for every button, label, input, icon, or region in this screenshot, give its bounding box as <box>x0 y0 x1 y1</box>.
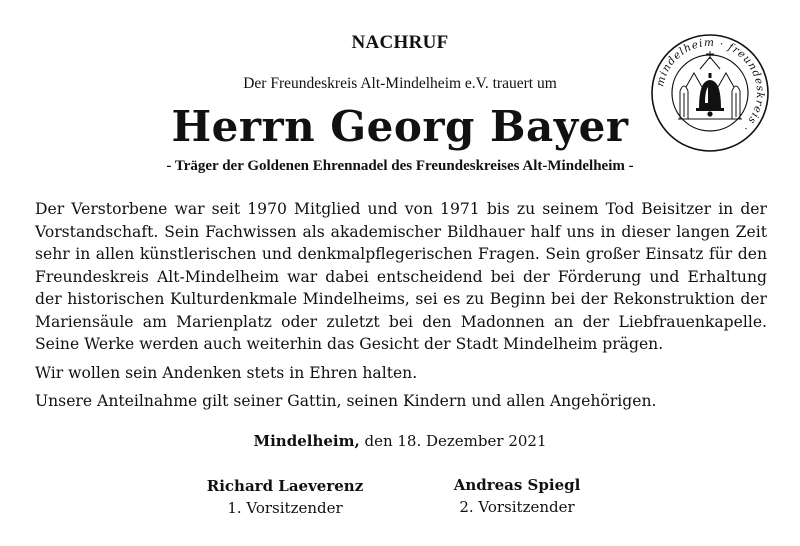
signatory-name: Andreas Spiegl <box>453 476 581 494</box>
deceased-name: Herrn Georg Bayer <box>171 102 629 151</box>
body-paragraph: Der Verstorbene war seit 1970 Mitglied und von 1971 bis zu seinem Tod Beisitzer in der Vorstandschaft. Sein Fachwissen als akademischer Bildhauer half uns in dieser langen Zeit sehr in allen künstlerischen und denkmalpflegerischen Fragen. Sein großer Einsatz für den Freundeskreis Alt-Mindelheim war dabei entscheidend bei der Förderung und Erhaltung der historischen Kulturdenkmale Mindelheims, sei es zu Beginn bei der Rekonstruktion der Mariensäule am Marienplatz oder zuletzt bei den Madonnen an der Liebfrauenkapelle. Seine Werke werden auch weiterhin das Gesicht der Stadt Mindelheim prägen. <box>35 200 767 353</box>
dateline <box>0 432 800 450</box>
bell-seal-icon <box>650 33 770 153</box>
signatory-role: 1. Vorsitzender <box>227 499 343 517</box>
body-paragraph: Unsere Anteilnahme gilt seiner Gattin, seinen Kindern und allen Angehörigen. <box>35 392 657 410</box>
signatory-role: 2. Vorsitzender <box>459 498 575 516</box>
notice-subheading: Der Freundeskreis Alt-Mindelheim e.V. trauert um <box>243 75 557 92</box>
notice-heading: NACHRUF <box>351 32 449 53</box>
body-paragraph: Wir wollen sein Andenken stets in Ehren halten. <box>35 363 418 382</box>
svg-text:mindelheim · freundeskreis ·: mindelheim · freundeskreis · <box>654 36 767 135</box>
honor-line: - Träger der Goldenen Ehrennadel des Freundeskreises Alt-Mindelheim - <box>166 158 634 174</box>
dateline-date: den 18. Dezember 2021 <box>364 432 547 450</box>
signature-block <box>200 475 370 519</box>
dateline-place: Mindelheim, <box>253 432 360 450</box>
signatory-name: Richard Laeverenz <box>206 477 364 495</box>
obituary-body <box>35 198 767 413</box>
signature-block <box>432 474 602 518</box>
